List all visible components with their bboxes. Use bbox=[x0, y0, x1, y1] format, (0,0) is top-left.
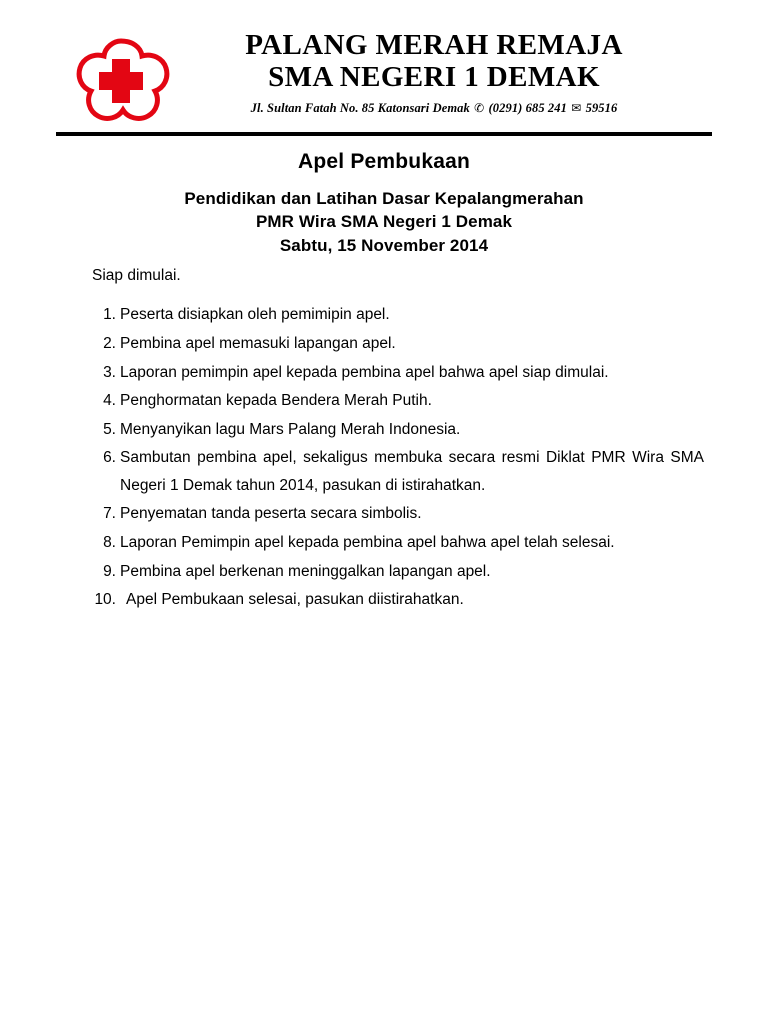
list-item bbox=[94, 586, 704, 614]
list-item-number: 8. bbox=[103, 533, 116, 551]
list-item-number: 5. bbox=[103, 420, 116, 438]
org-name-line2: SMA NEGERI 1 DEMAK bbox=[268, 61, 600, 94]
list-item-text: Pembina apel berkenan meninggalkan lapangan apel. bbox=[120, 562, 491, 580]
list-item-number: 7. bbox=[103, 505, 116, 523]
subtitle-line-3: Sabtu, 15 November 2014 bbox=[279, 235, 489, 255]
list-item-text: Penyematan tanda peserta secara simbolis. bbox=[120, 505, 422, 523]
list-item-number: 3. bbox=[103, 363, 116, 381]
page-title: Apel Pembukaan bbox=[297, 150, 471, 173]
address-phone: (0291) 685 241 bbox=[488, 100, 567, 115]
letterhead-text bbox=[176, 28, 712, 116]
list-item-number: 1. bbox=[103, 306, 116, 324]
list-item bbox=[103, 416, 704, 444]
list-item-text: Pembina apel memasuki lapangan apel. bbox=[120, 334, 396, 352]
envelope-icon: ✉ bbox=[571, 100, 582, 115]
red-cross-logo bbox=[66, 34, 176, 126]
letterhead bbox=[56, 28, 712, 126]
list-item bbox=[103, 529, 704, 557]
document-subtitle bbox=[56, 187, 712, 257]
list-item-text: Laporan Pemimpin apel kepada pembina apel bahwa apel telah selesai. bbox=[120, 533, 615, 551]
list-item-number: 4. bbox=[103, 392, 116, 410]
list-item-number: 10. bbox=[94, 591, 116, 609]
list-item bbox=[103, 301, 704, 329]
org-address bbox=[176, 101, 692, 116]
subtitle-line-2: PMR Wira SMA Negeri 1 Demak bbox=[255, 212, 513, 232]
list-item bbox=[103, 359, 704, 387]
list-item-text: Sambutan pembina apel, sekaligus membuka secara resmi Diklat PMR Wira SMA Negeri 1 Demak tahun 2014, pasukan di istirahatkan. bbox=[120, 449, 704, 494]
address-street: Jl. Sultan Fatah No. 85 Katonsari Demak bbox=[250, 100, 470, 115]
intro-text: Siap dimulai. bbox=[92, 267, 181, 285]
list-item-number: 6. bbox=[103, 449, 116, 467]
list-item-number: 2. bbox=[103, 334, 116, 352]
title-block bbox=[56, 150, 712, 257]
list-item bbox=[103, 444, 704, 499]
list-item bbox=[103, 387, 704, 415]
list-item-text: Menyanyikan lagu Mars Palang Merah Indonesia. bbox=[120, 420, 461, 438]
list-item-text: Laporan pemimpin apel kepada pembina apel bahwa apel siap dimulai. bbox=[120, 363, 609, 381]
subtitle-line-1: Pendidikan dan Latihan Dasar Kepalangmerahan bbox=[184, 189, 584, 208]
list-item-number: 9. bbox=[103, 562, 116, 580]
address-postal-code: 59516 bbox=[585, 100, 618, 115]
steps-list bbox=[56, 301, 712, 613]
org-name-line1: PALANG MERAH REMAJA bbox=[245, 29, 623, 61]
header-divider bbox=[56, 132, 712, 136]
list-item bbox=[103, 330, 704, 358]
list-item bbox=[103, 558, 704, 586]
list-item-text: Apel Pembukaan selesai, pasukan diistirahatkan. bbox=[126, 591, 464, 609]
list-item bbox=[103, 500, 704, 528]
list-item-text: Penghormatan kepada Bendera Merah Putih. bbox=[120, 392, 432, 410]
list-item-text: Peserta disiapkan oleh pemimipin apel. bbox=[120, 306, 390, 324]
phone-icon: ✆ bbox=[474, 100, 485, 115]
